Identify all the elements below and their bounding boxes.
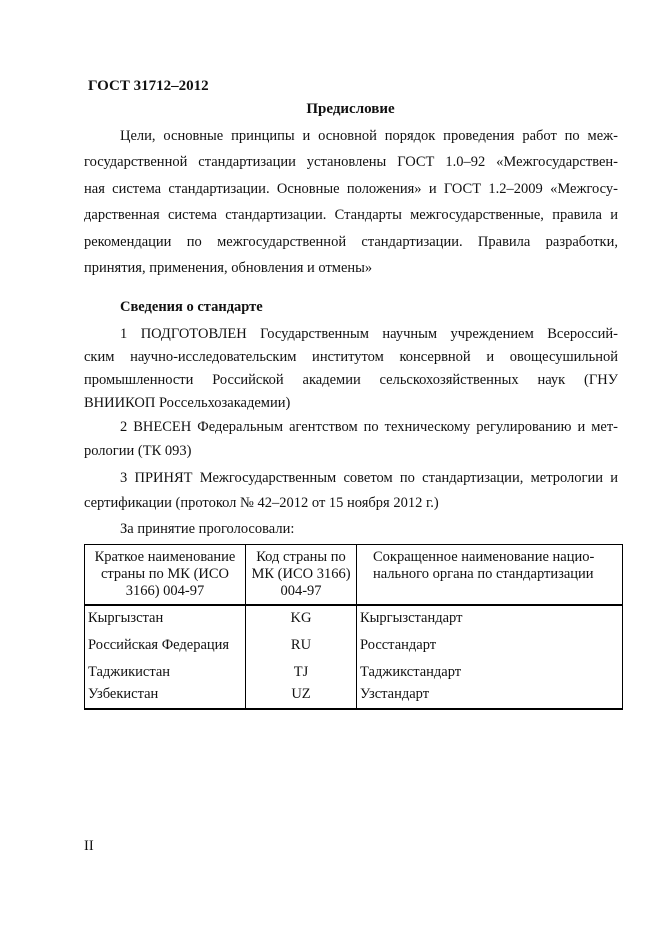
vote-intro: За принятие проголосовали: — [120, 521, 295, 537]
code-cell: KG — [246, 605, 357, 632]
code-cell: TJ — [246, 659, 357, 686]
body-cell: Росстандарт — [357, 632, 623, 659]
header-country-code: Код страны по МК (ИСО 3166) 004-97 — [246, 545, 357, 606]
body-cell: Кыргызстандарт — [357, 605, 623, 632]
document-code-header: ГОСТ 31712–2012 — [88, 78, 209, 94]
info-item-line: ВНИИКОП Россельхозакадемии) — [84, 395, 291, 411]
info-item-line: промышленности Российской академии сельскохозяйственных наук (ГНУ — [84, 372, 618, 388]
vote-table — [84, 544, 623, 710]
header-country-name: Краткое наименование страны по МК (ИСО 3166) 004-97 — [85, 545, 246, 606]
preface-line: дарственная система стандартизации. Стандарты межгосударственные, правила и — [84, 207, 618, 223]
preface-line: принятия, применения, обновления и отмены» — [84, 260, 373, 276]
preface-line: ная система стандартизации. Основные положения» и ГОСТ 1.2–2009 «Межгосу- — [84, 181, 618, 197]
country-cell: Российская Федерация — [85, 632, 246, 659]
preface-line: государственной стандартизации установлены ГОСТ 1.0–92 «Межгосударствен- — [84, 154, 618, 170]
table-row — [85, 686, 623, 709]
info-item-line: сертификации (протокол № 42–2012 от 15 ноября 2012 г.) — [84, 495, 439, 511]
table-row — [85, 659, 623, 686]
code-cell: RU — [246, 632, 357, 659]
standard-info-title: Сведения о стандарте — [120, 299, 263, 315]
info-item-line: 2 ВНЕСЕН Федеральным агентством по техническому регулированию и мет- — [120, 419, 618, 435]
body-cell: Таджикстандарт — [357, 659, 623, 686]
preface-line: рекомендации по межгосударственной стандартизации. Правила разработки, — [84, 234, 618, 250]
preface-line: Цели, основные принципы и основной порядок проведения работ по меж- — [120, 128, 618, 144]
info-item-line: рологии (ТК 093) — [84, 443, 192, 459]
info-item-line: ским научно-исследовательским институтом консервной и овощесушильной — [84, 349, 618, 365]
body-cell: Узстандарт — [357, 686, 623, 709]
info-item-line: 3 ПРИНЯТ Межгосударственным советом по стандартизации, метрологии и — [120, 470, 618, 486]
info-item-line: 1 ПОДГОТОВЛЕН Государственным научным учреждением Всероссий- — [120, 326, 618, 342]
country-cell: Таджикистан — [85, 659, 246, 686]
vote-table-header-row — [85, 545, 623, 606]
code-cell: UZ — [246, 686, 357, 709]
table-row — [85, 605, 623, 632]
page-number: II — [84, 838, 94, 854]
country-cell: Узбекистан — [85, 686, 246, 709]
country-cell: Кыргызстан — [85, 605, 246, 632]
preface-title: Предисловие — [306, 101, 395, 117]
header-national-body: Сокращенное наименование нацио-нального органа по стандартизации — [357, 545, 623, 606]
table-row — [85, 632, 623, 659]
